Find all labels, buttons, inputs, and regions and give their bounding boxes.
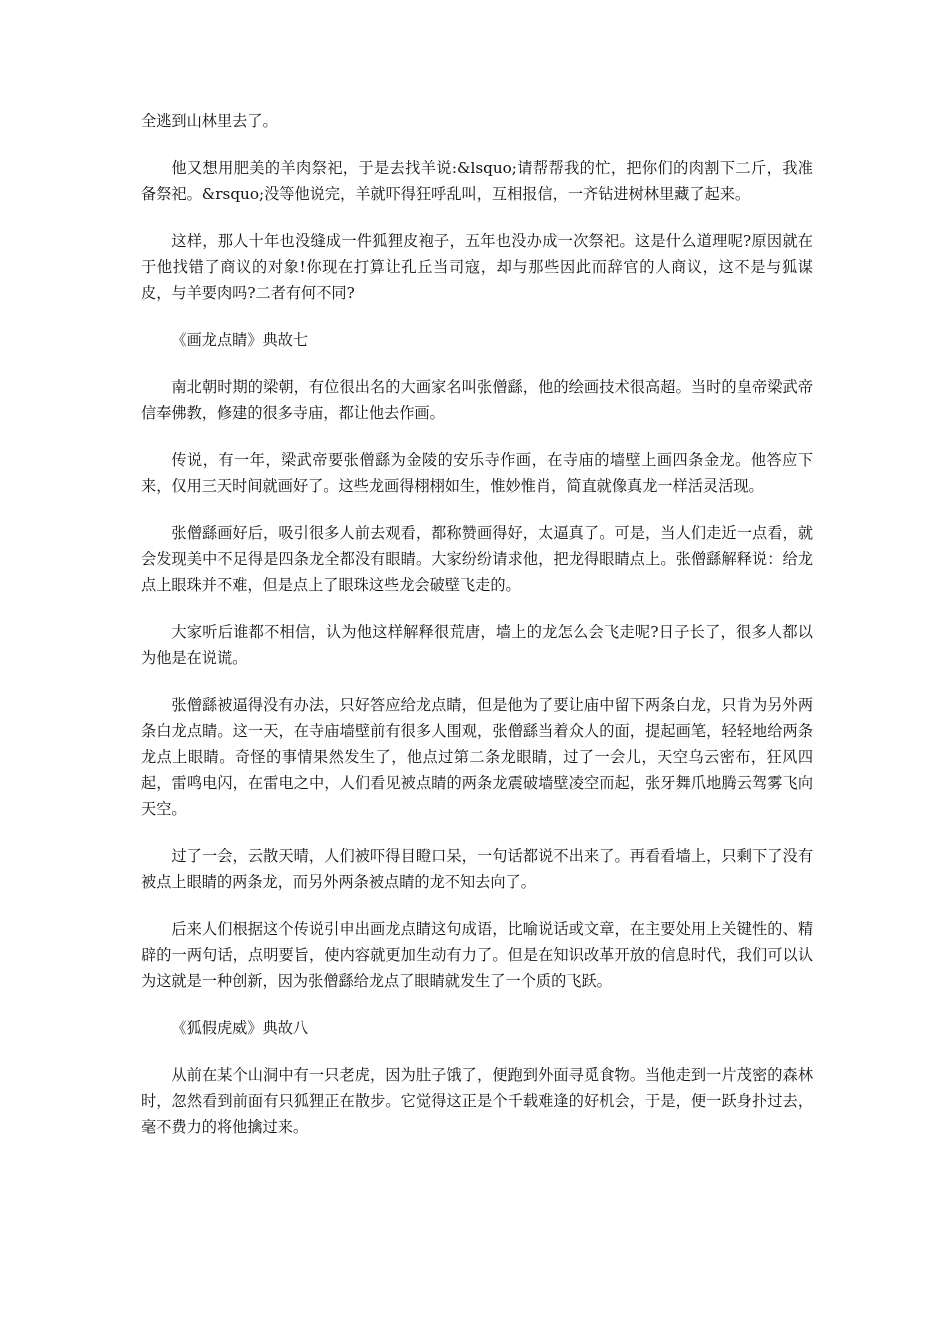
paragraph: 张僧繇画好后，吸引很多人前去观看，都称赞画得好，太逼真了。可是，当人们走近一点看，就会发现美中不足得是四条龙全都没有眼睛。大家纷纷请求他，把龙得眼睛点上。张僧繇解释说：给龙点上眼珠并不难，但是点上了眼珠这些龙会破壁飞走的。 <box>141 524 813 594</box>
paragraph: 南北朝时期的梁朝，有位很出名的大画家名叫张僧繇，他的绘画技术很高超。当时的皇帝梁武帝信奉佛教，修建的很多寺庙，都让他去作画。 <box>141 378 813 422</box>
paragraph: 后来人们根据这个传说引申出画龙点睛这句成语，比喻说话或文章，在主要处用上关键性的、精辟的一两句话，点明要旨，使内容就更加生动有力了。但是在知识改革开放的信息时代，我们可以认为这就是一种创新，因为张僧繇给龙点了眼睛就发生了一个质的飞跃。 <box>141 920 813 990</box>
section-heading: 《画龙点睛》典故七 <box>171 331 309 349</box>
paragraph: 大家听后谁都不相信，认为他这样解释很荒唐，墙上的龙怎么会飞走呢?日子长了，很多人都以为他是在说谎。 <box>141 623 813 667</box>
paragraph: 从前在某个山洞中有一只老虎，因为肚子饿了，便跑到外面寻觅食物。当他走到一片茂密的森林时，忽然看到前面有只狐狸正在散步。它觉得这正是个千载难逢的好机会，于是，便一跃身扑过去，毫不费力的将他擒过来。 <box>141 1066 813 1136</box>
paragraph: 张僧繇被逼得没有办法，只好答应给龙点睛，但是他为了要让庙中留下两条白龙，只肯为另外两条白龙点睛。这一天，在寺庙墙壁前有很多人围观，张僧繇当着众人的面，提起画笔，轻轻地给两条龙点上眼睛。奇怪的事情果然发生了，他点过第二条龙眼睛，过了一会儿，天空乌云密布，狂风四起，雷鸣电闪，在雷电之中，人们看见被点睛的两条龙震破墙壁凌空而起，张牙舞爪地腾云驾雾飞向天空。 <box>141 696 813 818</box>
paragraph: 过了一会，云散天晴，人们被吓得目瞪口呆，一句话都说不出来了。再看看墙上，只剩下了没有被点上眼睛的两条龙，而另外两条被点睛的龙不知去向了。 <box>141 847 813 891</box>
paragraph-continuation: 全逃到山林里去了。 <box>141 112 278 130</box>
document-page <box>141 108 813 1161</box>
paragraph: 他又想用肥美的羊肉祭祀，于是去找羊说:&lsquo;请帮帮我的忙，把你们的肉割下二斤，我准备祭祀。&rsquo;没等他说完，羊就吓得狂呼乱叫，互相报信，一齐钻进树林里藏了起来。 <box>141 159 813 203</box>
section-heading: 《狐假虎威》典故八 <box>171 1019 309 1037</box>
paragraph: 传说，有一年，梁武帝要张僧繇为金陵的安乐寺作画，在寺庙的墙壁上画四条金龙。他答应下来，仅用三天时间就画好了。这些龙画得栩栩如生，惟妙惟肖，简直就像真龙一样活灵活现。 <box>141 451 813 495</box>
paragraph: 这样，那人十年也没缝成一件狐狸皮袍子，五年也没办成一次祭祀。这是什么道理呢?原因就在于他找错了商议的对象!你现在打算让孔丘当司寇，却与那些因此而辞官的人商议，这不是与狐谋皮，与羊要肉吗?二者有何不同? <box>141 232 813 302</box>
